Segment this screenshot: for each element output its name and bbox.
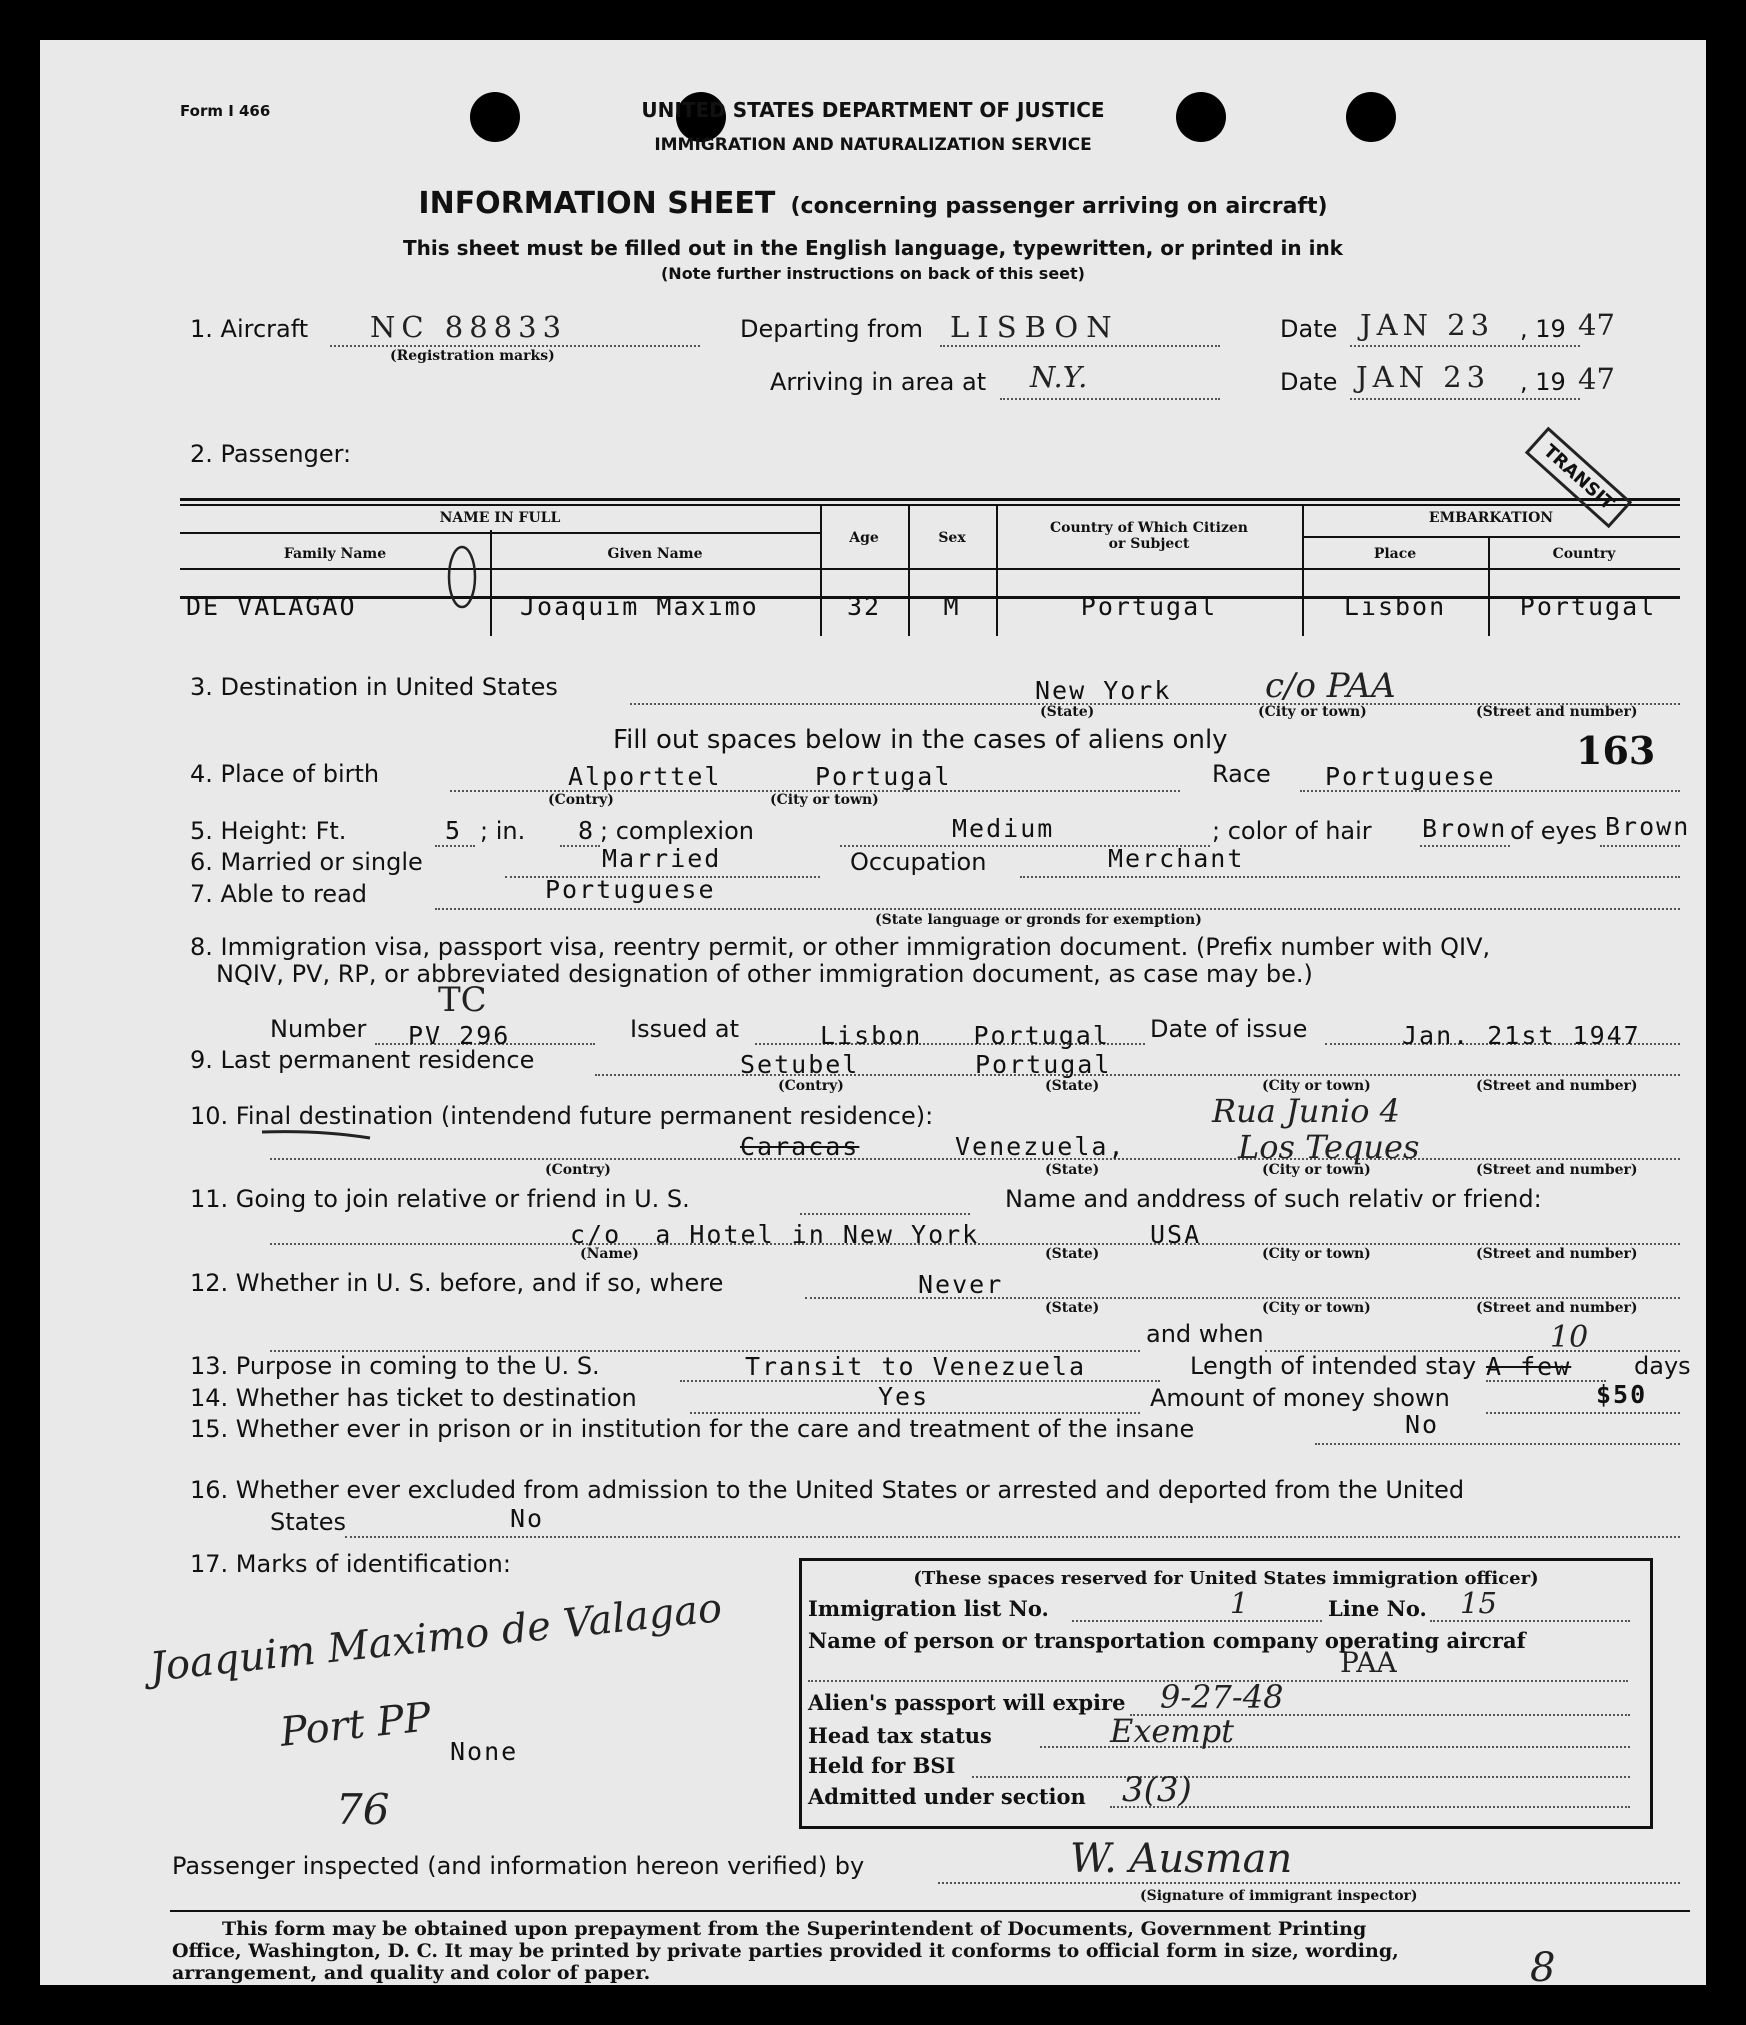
instruction-note: (Note further instructions on back of this seet) [660,264,1085,283]
departing-line [940,345,1220,347]
q16-value: No [510,1504,545,1533]
q9-sub2: (State) [1045,1078,1100,1094]
officer-box-title: (These spaces reserved for United States immigration officer) [913,1568,1539,1589]
q12-sub2: (City or town) [1262,1300,1371,1316]
q5-height-ft-label: 5. Height: Ft. [190,817,347,845]
q11-sub3: (City or town) [1262,1246,1371,1262]
citizen-value: Portugal [1080,592,1218,621]
inspected-label: Passenger inspected (and information hereon verified) by [172,1852,865,1880]
inspected-line [938,1882,1680,1884]
race-label: Race [1212,760,1271,788]
arriving-line [1000,398,1220,400]
inspector-signature: W. Ausman [1070,1836,1293,1882]
q16-line2: States [270,1508,347,1536]
footer-line2: Office, Washington, D. C. It may be printed by private parties provided it conforms to official form in size, wording, [172,1940,1399,1962]
q8-issue-date-label: Date of issue [1150,1015,1308,1043]
departing-date-line [1350,345,1580,347]
q5-in-line [560,845,600,847]
q17-label: 17. Marks of identification: [190,1550,511,1578]
q12-sub1: (State) [1045,1300,1100,1316]
given-name-value: Joaquim Maximo [520,592,759,621]
col-emb-place: Place [1373,546,1417,562]
aircraft-line [330,345,700,347]
arriving-value: N.Y. [1030,360,1088,394]
q9-sub1: (Contry) [778,1078,844,1094]
footer-rule [170,1910,1690,1912]
title-main: INFORMATION SHEET [418,186,776,221]
q13-length-struck: A few [1486,1352,1572,1381]
q8-issue-date-value: Jan. 21st 1947 [1402,1021,1641,1050]
q10-struck-value: Caracas [740,1132,860,1161]
q3-label: 3. Destination in United States [190,673,558,701]
transit-stamp-text: TRANSIT [1539,440,1618,515]
q14-money-line [1486,1412,1680,1414]
list-no-line [1072,1620,1322,1622]
q8-issued-value: Lisbon Portugal [820,1021,1110,1050]
table-sub-rule-emb [1302,536,1680,538]
q8-number-label: Number [270,1015,367,1043]
footer-line3: arrangement, and quality and color of paper. [172,1962,651,1984]
q8-number-value: PV 296 [408,1021,511,1050]
q16-line1: 16. Whether ever excluded from admission to the United States or arrested and deported from the United [190,1476,1465,1504]
col-embarkation: EMBARKATION [1428,510,1554,526]
q3-state-value: New York [1035,676,1172,705]
q11-sub1: (Name) [580,1246,639,1262]
section-value: 3(3) [1122,1770,1192,1810]
hand-underline-mark [260,1128,380,1142]
arriving-date-label: Date [1280,368,1338,396]
q4-label: 4. Place of birth [190,760,380,788]
company-value: PAA [1340,1646,1397,1679]
head-tax-label: Head tax status [808,1723,992,1748]
q15-value: No [1405,1410,1440,1439]
bsi-line [972,1776,1630,1778]
emb-country-value: Portugal [1519,592,1657,621]
q11-sub4: (Street and number) [1476,1246,1638,1262]
departing-year-value: 47 [1578,308,1615,342]
arriving-year-value: 47 [1578,362,1615,396]
col-family-name: Family Name [283,546,387,562]
q5-hair-value: Brown [1422,814,1508,843]
q12-value: Never [918,1270,1004,1299]
col-name-in-full: NAME IN FULL [439,510,561,526]
q11-label: 11. Going to join relative or friend in U. S. [190,1185,690,1213]
title-sub: (concerning passenger arriving on aircraft) [790,194,1328,219]
occupation-value: Merchant [1108,844,1245,873]
q4-sub-city: (City or town) [770,792,879,808]
form-paper [40,40,1706,1991]
form-number: Form I 466 [180,102,271,120]
passport-expire-label: Alien's passport will expire [808,1690,1126,1715]
q3-city-value: c/o PAA [1265,666,1396,706]
q12-when-label: and when [1146,1320,1264,1348]
q10-sub1: (Contry) [545,1162,611,1178]
line-no-line [1430,1620,1630,1622]
departing-value: LISBON [950,310,1120,344]
q12-sub3: (Street and number) [1476,1300,1638,1316]
q3-sub-city: (City or town) [1258,704,1367,720]
q5-hair-line [1420,845,1510,847]
q9-value2: Portugal [975,1050,1112,1079]
list-no-value: 1 [1230,1586,1249,1620]
q15-line [1315,1443,1680,1445]
passport-expire-value: 9-27-48 [1160,1678,1284,1716]
q13-length-hand: 10 [1550,1320,1589,1355]
footer-line1: This form may be obtained upon prepayment from the Superintendent of Documents, Government Printing [222,1918,1367,1940]
page-number: 163 [1576,728,1656,773]
arriving-label: Arriving in area at [770,368,987,396]
table-top-rule-2 [180,504,1680,506]
race-value: Portuguese [1325,762,1496,791]
aliens-note: Fill out spaces below in the cases of aliens only [613,725,1228,755]
col-sex: Sex [938,530,966,546]
q13-days: days [1634,1352,1691,1380]
department-title: UNITED STATES DEPARTMENT OF JUSTICE [641,98,1105,122]
aircraft-sub: (Registration marks) [390,348,555,364]
q17-hand-num: 76 [336,1785,390,1834]
arriving-date-line [1350,398,1580,400]
corner-mark: 8 [1530,1945,1556,1991]
q10-sub2: (State) [1045,1162,1100,1178]
q14-value: Yes [878,1382,930,1411]
aircraft-label: 1. Aircraft [190,315,309,343]
q6-label: 6. Married or single [190,848,423,876]
q12-label: 12. Whether in U. S. before, and if so, where [190,1269,724,1297]
q11-sub2: (State) [1045,1246,1100,1262]
departing-year-prefix: , 19 [1520,315,1566,343]
q14-money-label: Amount of money shown [1150,1384,1450,1412]
q5-ft-line [435,845,475,847]
q5-eyes-label: of eyes [1510,817,1597,845]
q14-line [690,1412,1140,1414]
table-sub-rule-name [180,532,820,534]
q11-name-label: Name and anddress of such relativ or friend: [1005,1185,1542,1213]
departing-date-value: JAN 23 [1360,308,1495,342]
line-no-label: Line No. [1328,1596,1427,1621]
q13-label: 13. Purpose in coming to the U. S. [190,1352,600,1380]
hand-mark-oval [442,542,482,612]
q5-complexion-label: ; complexion [600,817,754,845]
q5-height-in-label: ; in. [480,817,526,845]
q4-city-value: Portugal [815,762,952,791]
q7-sub: (State language or gronds for exemption) [875,912,1202,928]
q5-eyes-value: Brown [1605,812,1691,841]
occupation-label: Occupation [850,848,987,876]
line-no-value: 15 [1460,1586,1497,1620]
q10-label: 10. Final destination (intendend future permanent residence): [190,1102,934,1130]
q10-state-value: Venezuela, [955,1132,1126,1161]
col-country-subject: or Subject [1108,536,1190,552]
occupation-line [1020,876,1680,878]
q11-value: c/o a Hotel in New York [570,1220,980,1249]
q7-value: Portuguese [545,875,716,904]
q3-sub-street: (Street and number) [1476,704,1638,720]
q5-complexion-value: Medium [952,814,1055,843]
q10-hand-line2: Los Teques [1238,1128,1420,1166]
q9-sub3: (City or town) [1262,1078,1371,1094]
head-tax-value: Exempt [1110,1712,1235,1750]
q6-value: Married [602,844,722,873]
q8-issued-label: Issued at [630,1015,740,1043]
q10-sub3: (City or town) [1262,1162,1371,1178]
q9-label: 9. Last permanent residence [190,1046,535,1074]
q13-length-label: Length of intended stay [1190,1352,1477,1380]
q7-line [435,908,1680,910]
arriving-year-prefix: , 19 [1520,368,1566,396]
table-header-rule [180,568,1680,570]
section-label: Admitted under section [808,1784,1086,1809]
emb-place-value: Lisbon [1343,592,1447,621]
sex-value: M [943,592,961,621]
q8-line1: 8. Immigration visa, passport visa, reentry permit, or other immigration document. (Prefix number with QIV, [190,933,1491,961]
q4-country-value: Alporttel [568,762,722,791]
q9-sub4: (Street and number) [1476,1078,1638,1094]
q5-in-value: 8 [578,816,596,845]
q15-label: 15. Whether ever in prison or in institution for the care and treatment of the insane [190,1415,1195,1443]
q8-number-hand: TC [438,980,487,1020]
table-top-rule [180,498,1680,501]
q5-hair-label: ; color of hair [1212,817,1372,845]
departing-date-label: Date [1280,315,1338,343]
family-name-value: DE VALAGAO [186,592,357,621]
q10-sub4: (Street and number) [1476,1162,1638,1178]
age-value: 32 [846,592,882,621]
q11-line-a [800,1213,970,1215]
col-given-name: Given Name [607,546,703,562]
company-label: Name of person or transportation company operating aircraf [808,1628,1526,1653]
q16-line [345,1536,1680,1538]
q4-sub-country: (Contry) [548,792,614,808]
inspected-sub: (Signature of immigrant inspector) [1140,1888,1418,1904]
col-emb-country: Country [1552,546,1616,562]
page-title [40,186,1706,221]
departing-label: Departing from [740,315,924,343]
q17-hand-note: Port PP [278,1694,434,1756]
q5-eyes-line [1600,845,1680,847]
q14-money-value: $50 [1596,1380,1648,1409]
q7-label: 7. Able to read [190,880,368,908]
passenger-label: 2. Passenger: [190,440,352,468]
q5-ft-value: 5 [445,816,463,845]
arriving-date-value: JAN 23 [1356,360,1491,394]
col-country-citizen: Country of Which Citizen [1049,520,1248,536]
q13-value: Transit to Venezuela [745,1352,1087,1381]
q9-value1: Setubel [740,1050,860,1079]
q3-sub-state: (State) [1040,704,1095,720]
q8-line2: NQIV, PV, RP, or abbreviated designation of other immigration document, as case may be.) [216,960,1313,988]
q17-none: None [450,1737,519,1766]
service-title: IMMIGRATION AND NATURALIZATION SERVICE [654,135,1092,155]
aircraft-value: NC 88833 [370,310,568,344]
instruction-line: This sheet must be filled out in the English language, typewritten, or printed in ink [403,236,1343,260]
q11-value2: USA [1150,1220,1202,1249]
bsi-label: Held for BSI [808,1753,956,1778]
col-age: Age [849,530,879,546]
q14-label: 14. Whether has ticket to destination [190,1384,637,1412]
passenger-signature: Joaquim Maximo de Valagao [147,1585,725,1691]
q10-hand-line1: Rua Junio 4 [1212,1092,1401,1130]
list-no-label: Immigration list No. [808,1596,1049,1621]
